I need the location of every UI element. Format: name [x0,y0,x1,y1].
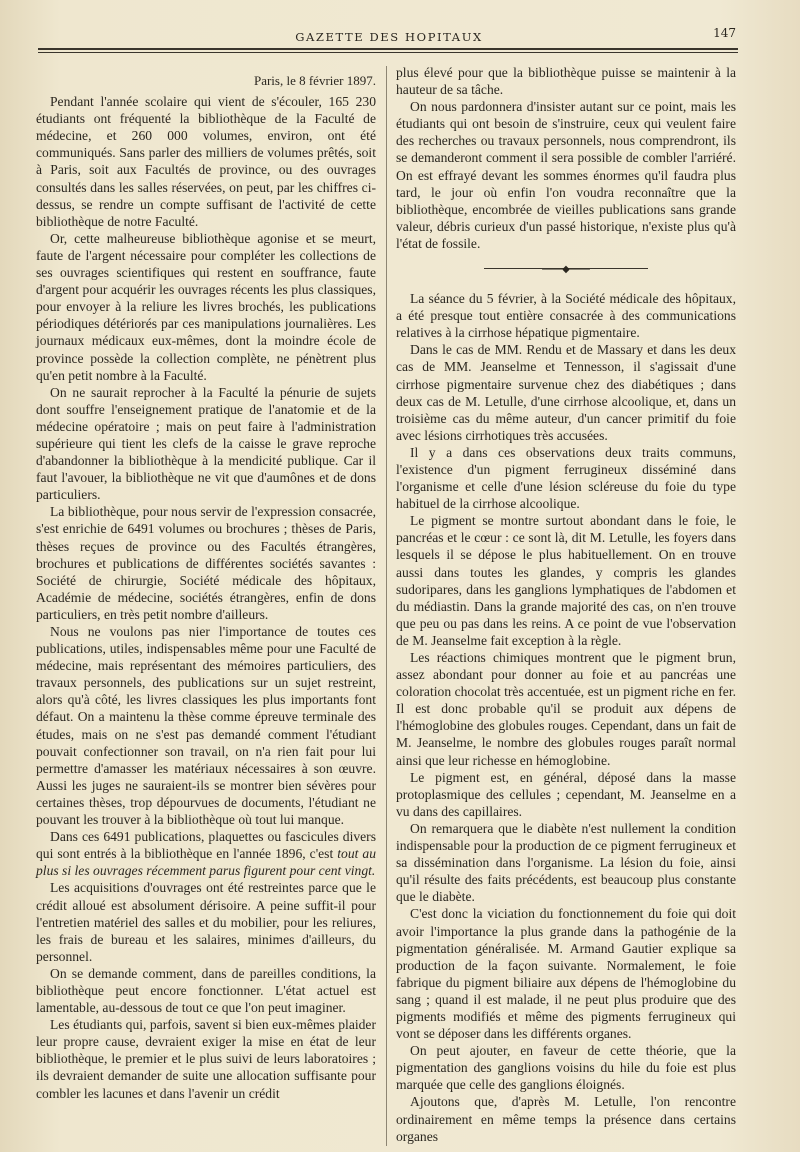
paragraph: On remarquera que le diabète n'est nullement la condition indispensable pour la production de ce pigment ferrugineux et sa dissémination dans l'organisme. La lésion du foie, ainsi qu'il résulte des faits précédents, est beaucoup plus constante que le diabète. [396,820,736,905]
right-column [396,64,736,1145]
italic-emphasis: tout au plus si les ouvrages récemment parus figurent pour cent vingt. [36,846,376,879]
paragraph: Nous ne voulons pas nier l'importance de toutes ces publications, utiles, indispensables même pour une Faculté de médecine, mais représentant des mémoires particuliers, des travaux personnels, des publications sur un sujet restreint, alors qu'à côté, les livres classiques les plus importants font défaut. On a maintenu la thèse comme épreuve terminale des études, mais on ne s'est pas demandé comment l'étudiant pouvait confectionner son travail, on n'a rien fait pour lui permettre d'amasser les matériaux nécessaires à son œuvre. Aussi les juges ne sauraient-ils se montrer bien sévères pour certaines thèses, trop dépourvues de documents, l'étudiant ne pouvant les trouver à la bibliothèque où tout lui manque. [36,624,376,828]
paragraph: On peut ajouter, en faveur de cette théorie, que la pigmentation des ganglions voisins du hile du foie est plus marquée que celle des ganglions éloignés. [396,1043,736,1093]
paragraph: Les étudiants qui, parfois, savent si bien eux-mêmes plaider leur propre cause, devraient exiger la mise en état de leur bibliothèque, le premier et le plus suivi de leurs laboratoires ; ils devraient demander de suite une allocation suffisante pour combler les lacunes et dans l'avenir un crédit [36,1017,376,1101]
section-divider [396,256,736,280]
paragraph: On nous pardonnera d'insister autant sur ce point, mais les étudiants qui ont besoin de s'instruire, ceux qui veulent faire des recherches ou travaux personnels, nous comprendront, ils se demanderont comment il sera possible de combler l'arriéré. On est effrayé devant les sommes énormes qu'il faudra plus tard, le jour où enfin l'on voudra reconnaître que la bibliothèque, encombrée de vieilles publications sans grande valeur, débris curieux d'un passé historique, n'existe plus qu'à l'état de fossile. [396,99,736,251]
paragraph: C'est donc la viciation du fonctionnement du foie qui doit avoir l'importance la plus grande dans la pathogénie de la pigmentation généralisée. M. Armand Gautier explique sa production de la façon suivante. Normalement, le foie fabrique du pigment biliaire aux dépens de l'hémoglobine du sang ; quand il est malade, il ne peut plus produire que des pigments modifiés et même des pigments ferrugineux qui vont se déposer dans les différents organes. [396,906,736,1042]
paragraph: Le pigment est, en général, déposé dans la masse protoplasmique des cellules ; cependant, M. Jeanselme en a vu dans des capillaires. [396,769,736,819]
paragraph: On ne saurait reprocher à la Faculté la pénurie de sujets dont souffre l'enseignement pratique de l'anatomie et de la médecine opératoire ; mais on peut faire à l'administration supérieure qui tient les clefs de la caisse le grave reproche d'abandonner la bibliothèque à la mendicité publique. Car il faut l'avouer, la bibliothèque ne vit que d'aumônes et de dons particuliers. [36,384,376,503]
continuation-paragraph: plus élevé pour que la bibliothèque puisse se maintenir à la hauteur de sa tâche. [396,65,736,98]
paragraph: Dans le cas de MM. Rendu et de Massary et dans les deux cas de MM. Jeanselme et Tennesson, il s'agissait d'une cirrhose pigmentaire survenue chez des diabétiques ; dans deux cas de M. Letulle, d'une cirrhose alcoolique, et, dans un troisième cas du même auteur, d'un cancer primitif du foie avec lésions cirrhotiques très accusées. [396,342,736,443]
paragraph: Le pigment se montre surtout abondant dans le foie, le pancréas et le cœur : ce sont là, dit M. Letulle, les foyers dans lesquels il se dépose le plus habituellement. On en trouve aussi dans toutes les glandes, y compris les glandes sudoripares, dans les ganglions lymphatiques de l'abdomen et du médiastin. Dans la grande majorité des cas, on n'en trouve que peu ou pas dans les reins. A ce point de vue l'observation de M. Jeanselme fait exception à la règle. [396,513,736,648]
paragraph: La bibliothèque, pour nous servir de l'expression consacrée, s'est enrichie de 6491 volumes ou brochures ; thèses de Paris, thèses reçues de province ou des Facultés étrangères, brochures et publications de différentes sociétés savantes : Société de chirurgie, Société médicale des hôpitaux, Académie de médecine, sociétés étrangères, enfin de dons particuliers, en très petit nombre d'ailleurs. [36,504,376,622]
paragraph: Il y a dans ces observations deux traits communs, l'existence d'un pigment ferrugineux disséminé dans l'organisme et celle d'une lésion scléreuse du foie du type habituel de la cirrhose alcoolique. [396,444,736,512]
header-rule-thick [38,48,738,50]
column-separator [386,66,387,1146]
left-column [36,64,376,1102]
dateline: Paris, le 8 février 1897. [253,73,376,88]
paragraph: Ajoutons que, d'après M. Letulle, l'on rencontre ordinairement en même temps la présence dans certains organes [396,1094,736,1144]
paragraph: Les réactions chimiques montrent que le pigment brun, assez abondant pour donner au foie et au pancréas une coloration chocolat très accentuée, est un pigment riche en fer. Il est donc probable qu'il se produit aux dépens de l'hémoglobine des globules rouges. Cependant, dans un fait de M. Jeanselme, le nombre des globules rouges paraît normal ainsi que leur richesse en hémoglobine. [396,650,736,768]
page-header [34,26,744,50]
paragraph: On se demande comment, dans de pareilles conditions, la bibliothèque peut encore fonctionner. L'état actuel est lamentable, au-dessous de tout ce que l'on peut imaginer. [36,965,376,1016]
paragraph: Pendant l'année scolaire qui vient de s'écouler, 165 230 étudiants ont fréquenté la bibliothèque de la Faculté de médecine, et 260 000 volumes, environ, ont été communiqués. Sans parler des milliers de volumes prêtés, soit à Paris, soit aux Facultés de province, ou des ouvrages consultés dans les salles réservées, on peut, par les chiffres ci-dessus, se rendre un compte suffisant de l'activité de cette bibliothèque de notre Faculté. [36,94,376,229]
running-title: GAZETTE DES HOPITAUX [295,30,483,44]
paragraph: Les acquisitions d'ouvrages ont été restreintes parce que le crédit alloué est absolument dérisoire. A peine suffit-il pour l'entretien matériel des salles et du mobilier, pour les reliures, les frais de bureau et les salaires, minimes d'ailleurs, du personnel. [36,880,376,964]
paragraph: Or, cette malheureuse bibliothèque agonise et se meurt, faute de l'argent nécessaire pour compléter les collections de ses ouvrages scientifiques qui restent en souffrance, faute d'argent pour acquérir les ouvrages récents les plus classiques, pour envoyer à la reliure les livres brochés, les publications périodiques détériorés par ces manipulations journalières. Les journaux médicaux eux-mêmes, dont la moindre école de province possède la collection complète, ne pénètrent plus qu'en petit nombre à la Faculté. [36,230,376,383]
divider-ornament-icon: ——◆—— [542,264,590,276]
paragraph-with-italic [36,828,376,879]
page-number: 147 [713,26,736,40]
paragraph-lead: Dans ces 6491 publications, plaquettes ou fascicules divers qui sont entrés à la bibliothèque en l'année 1896, c'est [36,829,376,862]
header-rule-thin [38,52,738,53]
paragraph: La séance du 5 février, à la Société médicale des hôpitaux, a été presque tout entière consacrée à des communications relatives à la cirrhose hépatique pigmentaire. [396,291,736,341]
